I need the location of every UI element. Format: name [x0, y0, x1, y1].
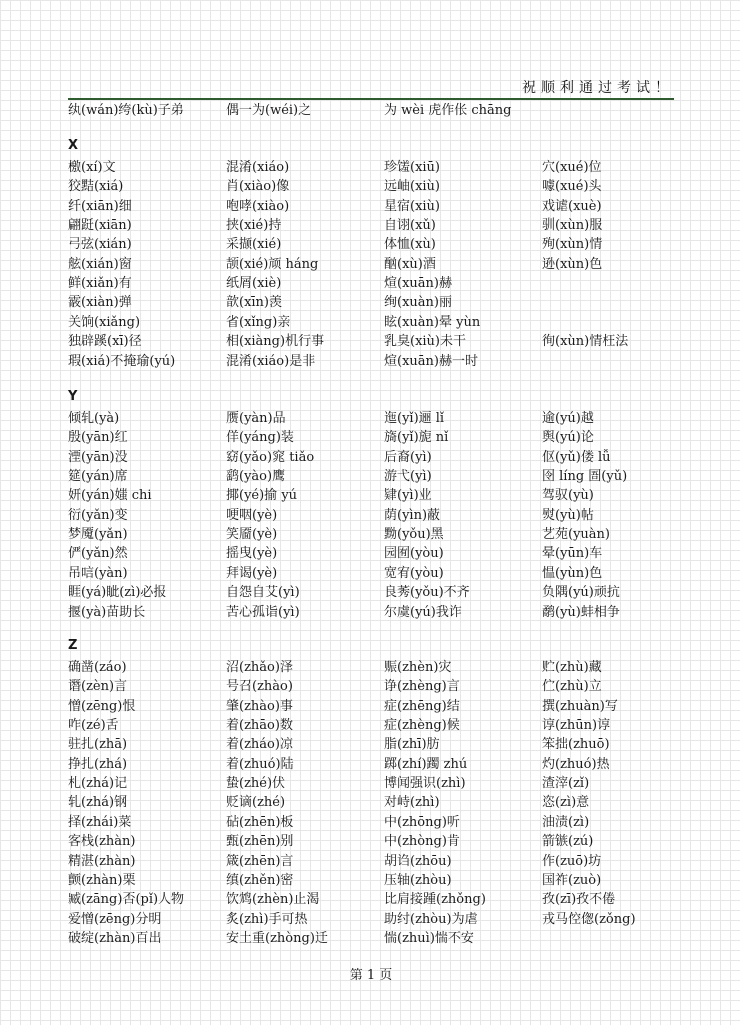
vocab-entry: 佯(yáng)装	[226, 430, 294, 446]
vocab-row	[68, 735, 674, 754]
vocab-entry: 博闻强识(zhì)	[384, 776, 466, 792]
vocab-entry: 压轴(zhòu)	[384, 872, 452, 888]
vocab-entry: 珍馐(xiū)	[384, 160, 441, 175]
vocab-entry: 中(zhōng)听	[384, 814, 460, 830]
vocab-entry: 脂(zhī)肪	[384, 737, 440, 753]
vocab-entry: 择(zhái)菜	[68, 814, 132, 830]
vocab-entry: 轧(zhá)钢	[68, 795, 128, 811]
vocab-row	[68, 813, 674, 832]
vocab-entry: 贬谪(zhé)	[226, 795, 286, 811]
vocab-row	[68, 910, 674, 929]
vocab-entry: 中(zhòng)肯	[384, 834, 460, 850]
vocab-entry: 赝(yàn)品	[226, 411, 286, 426]
vocab-entry: 挟(xié)持	[226, 218, 282, 234]
vocab-entry: 札(zhá)记	[68, 776, 128, 792]
vocab-row	[68, 544, 674, 563]
vocab-entry: 客栈(zhàn)	[68, 834, 136, 850]
vocab-entry: 安土重(zhòng)迁	[226, 930, 328, 946]
vocab-entry: 咆哮(xiào)	[226, 198, 290, 214]
vocab-entry: 谮(zèn)言	[68, 679, 128, 695]
vocab-entry: 颉(xié)颃 háng	[226, 256, 319, 272]
vocab-entry: 鲜(xiǎn)有	[68, 276, 132, 292]
document-page	[68, 0, 674, 1025]
vocab-row	[68, 716, 674, 735]
vocab-entry: 咋(zé)舌	[68, 718, 119, 734]
vocab-entry: 霰(xiàn)弹	[68, 295, 132, 311]
vocab-entry: 纸屑(xiè)	[226, 276, 282, 292]
vocab-entry: 臧(zāng)否(pǐ)人物	[68, 892, 185, 908]
vocab-entry: 沼(zhǎo)泽	[226, 660, 293, 675]
vocab-row	[68, 793, 674, 812]
vocab-entry: 戎马倥偬(zǒng)	[542, 911, 636, 927]
vocab-entry: 良莠(yǒu)不齐	[384, 585, 470, 601]
vocab-row	[68, 832, 674, 851]
vocab-row	[68, 677, 674, 696]
vocab-entry: 自怨自艾(yì)	[226, 585, 300, 601]
vocab-row	[68, 564, 674, 583]
vocab-entry: 筵(yán)席	[68, 469, 128, 485]
vocab-entry: 油渍(zì)	[542, 814, 590, 830]
vocab-entry: 关饷(xiǎng)	[68, 314, 141, 330]
vocab-entry: 旖(yǐ)旎 nǐ	[384, 430, 449, 446]
vocab-entry	[542, 274, 674, 293]
vocab-entry: 独辟蹊(xī)径	[68, 334, 142, 350]
vocab-entry: 湮(yān)没	[68, 449, 128, 465]
vocab-entry: 酗(xù)酒	[384, 256, 436, 272]
section-letter: X	[68, 138, 79, 153]
vocab-entry: 为 wèi 虎作伥 chāng	[384, 103, 512, 118]
vocab-entry: 混淆(xiáo)是非	[226, 353, 316, 369]
vocab-entry: 愠(yùn)色	[542, 565, 603, 581]
vocab-row	[68, 486, 674, 505]
vocab-entry: 诤(zhèng)言	[384, 679, 460, 695]
vocab-entry: 绚(xuàn)丽	[384, 295, 452, 311]
vocab-entry: 症(zhēng)结	[384, 698, 460, 714]
vocab-row	[68, 852, 674, 871]
vocab-row	[68, 428, 674, 447]
vocab-entry: 肇(zhào)事	[226, 698, 293, 714]
vocab-row	[68, 755, 674, 774]
vocab-entry: 苦心孤诣(yì)	[226, 604, 300, 620]
vocab-entry: 徇(xùn)情枉法	[542, 334, 629, 350]
vocab-entry: 黝(yǒu)黑	[384, 527, 444, 543]
section-letter: Z	[68, 638, 78, 653]
vocab-entry: 号召(zhào)	[226, 679, 293, 695]
vocab-entry: 揶(yé)揄 yú	[226, 488, 298, 504]
vocab-entry: 踯(zhí)躅 zhú	[384, 756, 468, 772]
vocab-entry: 灼(zhuó)热	[542, 756, 610, 772]
vocab-entry: 鹬(yù)蚌相争	[542, 604, 620, 620]
vocab-entry: 赈(zhèn)灾	[384, 660, 452, 675]
vocab-entry: 箴(zhēn)言	[226, 853, 294, 869]
vocab-entry: 蛰(zhé)伏	[226, 776, 286, 792]
vocab-entry: 窈(yǎo)窕 tiǎo	[226, 449, 315, 465]
vocab-entry: 惴(zhuì)惴不安	[384, 930, 474, 946]
vocab-entry: 炙(zhì)手可热	[226, 911, 308, 927]
vocab-entry: 舆(yú)论	[542, 430, 594, 446]
vocab-entry: 哽咽(yè)	[226, 507, 278, 523]
vocab-row	[68, 525, 674, 544]
vocab-entry: 后裔(yì)	[384, 449, 432, 465]
vocab-entry	[542, 293, 674, 312]
vocab-entry: 宽宥(yòu)	[384, 565, 444, 581]
vocab-entry: 笑靥(yè)	[226, 527, 278, 543]
vocab-row	[68, 929, 674, 948]
vocab-row	[68, 506, 674, 525]
vocab-entry: 恣(zì)意	[542, 795, 590, 811]
vocab-entry: 逊(xùn)色	[542, 256, 603, 272]
vocab-entry: 破绽(zhàn)百出	[68, 930, 162, 946]
vocab-entry: 倾轧(yà)	[68, 411, 120, 426]
vocab-entry: 比肩接踵(zhǒng)	[384, 892, 486, 908]
vocab-entry: 翩跹(xiān)	[68, 218, 132, 234]
vocab-entry: 着(zhuó)陆	[226, 756, 294, 772]
vocab-entry: 肖(xiào)像	[226, 179, 290, 195]
vocab-entry: 歆(xīn)羡	[226, 295, 283, 311]
vocab-entry: 孜(zī)孜不倦	[542, 892, 616, 908]
vocab-row	[68, 658, 674, 677]
vocab-entry: 负隅(yú)顽抗	[542, 585, 620, 601]
vocab-row	[68, 697, 674, 716]
vocab-entry: 混淆(xiáo)	[226, 160, 290, 175]
vocab-entry: 拜谒(yè)	[226, 565, 278, 581]
vocab-row	[68, 448, 674, 467]
vocab-entry: 园囿(yòu)	[384, 546, 444, 562]
vocab-row	[68, 158, 674, 177]
vocab-row	[68, 255, 674, 274]
vocab-row	[68, 583, 674, 602]
vocab-entry: 囹 líng 圄(yǔ)	[542, 469, 628, 485]
vocab-entry: 挣扎(zhá)	[68, 756, 128, 772]
vocab-entry: 相(xiàng)机行事	[226, 334, 325, 350]
vocab-entry: 笨拙(zhuō)	[542, 737, 610, 753]
vocab-entry: 砧(zhēn)板	[226, 814, 294, 830]
vocab-entry: 煊(xuān)赫	[384, 276, 452, 292]
vocab-entry: 眩(xuàn)晕 yùn	[384, 314, 481, 330]
vocab-row	[68, 216, 674, 235]
page-number: 第 1 页	[349, 968, 393, 983]
vocab-entry: 尔虞(yú)我诈	[384, 604, 462, 620]
vocab-entry: 游弋(yì)	[384, 469, 432, 485]
vocab-entry: 驯(xùn)服	[542, 218, 603, 234]
vocab-entry: 采撷(xié)	[226, 237, 282, 253]
vocab-entry: 弓弦(xián)	[68, 237, 132, 253]
vocab-entry: 纨(wán)绔(kù)子弟	[68, 103, 184, 118]
vocab-entry: 妍(yán)媸 chi	[68, 488, 152, 504]
vocab-entry: 煊(xuān)赫一时	[384, 353, 478, 369]
vocab-entry: 助纣(zhòu)为虐	[384, 911, 478, 927]
vocab-entry: 偶一为(wéi)之	[226, 103, 312, 118]
vocab-entry: 缜(zhěn)密	[226, 872, 294, 888]
vocab-entry: 精湛(zhàn)	[68, 853, 136, 869]
vocab-entry: 迤(yǐ)逦 lǐ	[384, 411, 445, 426]
vocab-entry: 俨(yǎn)然	[68, 546, 128, 562]
vocab-row	[68, 890, 674, 909]
vocab-row	[68, 293, 674, 312]
vocab-entry: 颤(zhàn)栗	[68, 872, 136, 888]
vocab-row	[68, 101, 674, 120]
vocab-entry: 檄(xí)文	[68, 160, 116, 175]
vocab-entry: 鹞(yào)鹰	[226, 469, 286, 485]
vocab-entry: 荫(yìn)蔽	[384, 507, 441, 523]
vocab-entry: 驻扎(zhā)	[68, 737, 128, 753]
vocab-entry: 饮鸩(zhèn)止渴	[226, 892, 320, 908]
vocab-entry: 逾(yú)越	[542, 411, 594, 426]
vocab-entry: 着(zháo)凉	[226, 737, 293, 753]
vocab-entry	[542, 929, 674, 948]
vocab-entry: 殷(yān)红	[68, 430, 128, 446]
vocab-row	[68, 332, 674, 351]
vocab-entry: 爱憎(zēng)分明	[68, 911, 162, 927]
vocab-entry: 自诩(xǔ)	[384, 218, 436, 234]
vocab-row	[68, 871, 674, 890]
vocab-entry: 谆(zhūn)谆	[542, 718, 611, 734]
vocab-entry: 穴(xué)位	[542, 160, 602, 175]
vocab-row	[68, 235, 674, 254]
vocab-entry: 国祚(zuò)	[542, 872, 602, 888]
vocab-entry: 殉(xùn)情	[542, 237, 603, 253]
vocab-row	[68, 774, 674, 793]
vocab-entry: 憎(zēng)恨	[68, 698, 136, 714]
vocab-entry: 体恤(xù)	[384, 237, 436, 253]
vocab-entry: 甄(zhēn)别	[226, 834, 294, 850]
vocab-row	[68, 313, 674, 332]
vocab-entry: 贮(zhù)藏	[542, 660, 602, 675]
vocab-entry	[542, 352, 674, 371]
vocab-row	[68, 603, 674, 622]
vocab-entry: 噱(xué)头	[542, 179, 602, 195]
vocab-entry: 梦魇(yǎn)	[68, 527, 128, 543]
vocab-row	[68, 467, 674, 486]
vocab-entry: 睚(yá)眦(zì)必报	[68, 585, 167, 601]
vocab-entry: 确凿(záo)	[68, 660, 127, 675]
vocab-entry: 纤(xiān)细	[68, 198, 132, 214]
vocab-entry: 远岫(xiù)	[384, 179, 441, 195]
vocab-entry: 撰(zhuàn)写	[542, 698, 618, 714]
vocab-entry: 肄(yì)业	[384, 488, 432, 504]
vocab-entry: 晕(yūn)车	[542, 546, 603, 562]
vocab-entry: 症(zhèng)候	[384, 718, 460, 734]
vocab-entry	[542, 313, 674, 332]
vocab-entry: 渣滓(zǐ)	[542, 776, 590, 792]
vocab-entry	[542, 101, 674, 120]
vocab-entry: 狡黠(xiá)	[68, 179, 124, 195]
vocab-entry: 吊唁(yàn)	[68, 565, 128, 581]
vocab-entry: 伛(yǔ)偻 lǚ	[542, 449, 611, 465]
vocab-entry: 箭镞(zú)	[542, 834, 594, 850]
vocab-entry: 摇曳(yè)	[226, 546, 278, 562]
vocab-entry: 戏谑(xuè)	[542, 198, 602, 214]
vocab-entry: 省(xǐng)亲	[226, 314, 291, 330]
vocab-entry: 揠(yà)苗助长	[68, 604, 146, 620]
vocab-entry: 舷(xián)窗	[68, 256, 132, 272]
vocab-entry: 瑕(xiá)不掩瑜(yú)	[68, 353, 176, 369]
vocab-row	[68, 352, 674, 371]
vocab-entry: 熨(yù)帖	[542, 507, 594, 523]
vocab-entry: 星宿(xiù)	[384, 198, 441, 214]
vocab-entry: 驾驭(yù)	[542, 488, 594, 504]
vocab-entry: 伫(zhù)立	[542, 679, 602, 695]
section-letter: Y	[68, 389, 78, 404]
vocab-entry: 作(zuō)坊	[542, 853, 602, 869]
vocab-row	[68, 177, 674, 196]
vocab-entry: 衍(yǎn)变	[68, 507, 128, 523]
vocab-row	[68, 274, 674, 293]
vocab-row	[68, 409, 674, 428]
vocab-entry: 对峙(zhì)	[384, 795, 440, 811]
header-blessing: 祝顺利通过考试！	[522, 80, 674, 96]
vocab-entry: 着(zhāo)数	[226, 718, 293, 734]
vocab-entry: 艺苑(yuàn)	[542, 527, 610, 543]
vocab-entry: 乳臭(xiù)未干	[384, 334, 467, 350]
vocab-entry: 胡诌(zhōu)	[384, 853, 452, 869]
header-rule	[68, 98, 674, 100]
vocab-row	[68, 197, 674, 216]
